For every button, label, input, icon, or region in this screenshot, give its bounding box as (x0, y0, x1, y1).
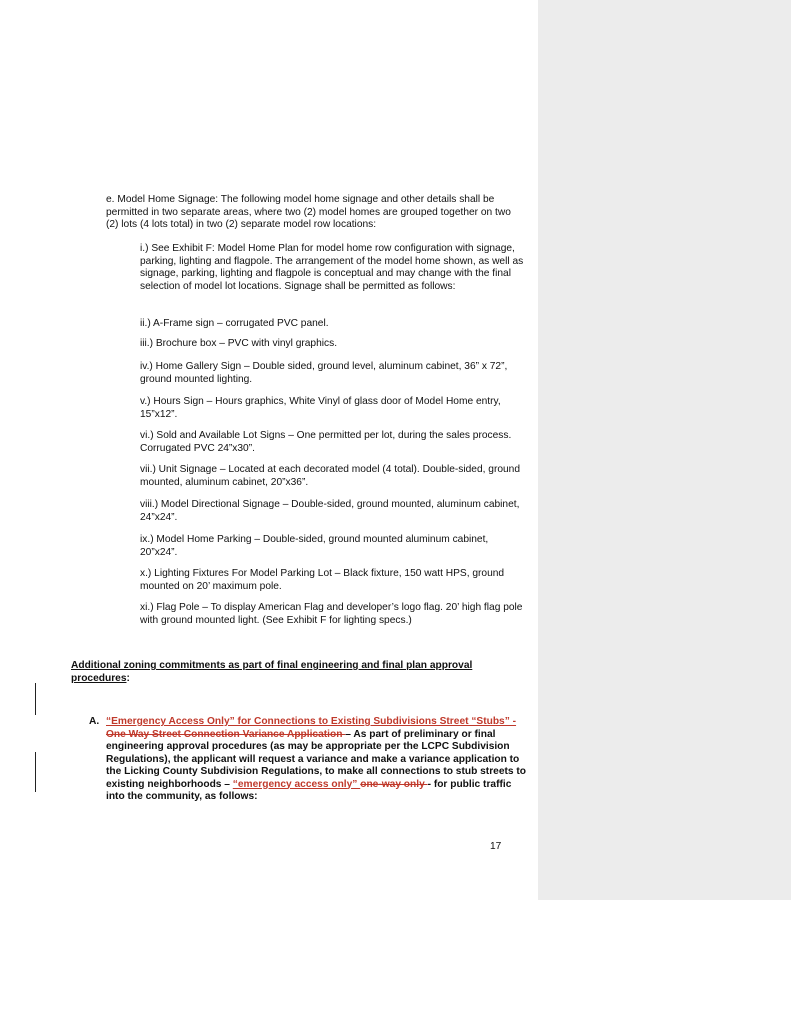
signage-item-parking: ix.) Model Home Parking – Double-sided, ground mounted aluminum cabinet, 20”x24”. (140, 534, 489, 558)
comment-pane (538, 0, 791, 900)
signage-item-directional: viii.) Model Directional Signage – Double-sided, ground mounted, aluminum cabinet, 24”x24”. (140, 499, 520, 523)
signage-item-flag-pole: xi.) Flag Pole – To display American Flag and developer’s logo flag. 20’ high flag pole with ground mounted light. (See Exhibit F for lighting specs.) (140, 602, 523, 626)
signage-item-brochure-box: iii.) Brochure box – PVC with vinyl graphics. (140, 338, 338, 349)
section-a-body-2: - for public traffic into the community, as follows: (106, 778, 512, 802)
signage-item-lighting: x.) Lighting Fixtures For Model Parking Lot – Black fixture, 150 watt HPS, ground mounted on 20’ maximum pole. (140, 568, 505, 592)
heading-colon: : (126, 672, 130, 684)
additional-commitments-heading (71, 660, 526, 685)
signage-item-hours-sign: v.) Hours Sign – Hours graphics, White Vinyl of glass door of Model Home entry, 15”x12”. (140, 396, 501, 420)
signage-item-lot-signs: vi.) Sold and Available Lot Signs – One permitted per lot, during the sales process. Corrugated PVC 24”x30”. (140, 430, 512, 454)
section-a-marker: A. (89, 716, 100, 727)
inserted-phrase: “emergency access only” (232, 778, 361, 790)
inserted-title: “Emergency Access Only” for Connections to Existing Subdivisions Street “Stubs” - (106, 716, 517, 727)
heading-text: Additional zoning commitments as part of final engineering and final plan approval procedures (71, 660, 473, 684)
signage-item-unit-signage: vii.) Unit Signage – Located at each decorated model (4 total). Double-sided, ground mounted, aluminum cabinet, 20”x36”. (140, 464, 520, 488)
deleted-title: One Way Street Connection Variance Application (106, 728, 346, 740)
signage-item-a-frame: ii.) A-Frame sign – corrugated PVC panel. (140, 318, 329, 329)
model-home-signage-intro: e. Model Home Signage: The following model home signage and other details shall be permitted in two separate areas, where two (2) model homes are grouped together on two (2) lots (4 lots total) in two (2) separate model row locations: (106, 194, 511, 230)
signage-item-home-gallery: iv.) Home Gallery Sign – Double sided, ground level, aluminum cabinet, 36” x 72”, ground mounted lighting. (140, 361, 508, 385)
revision-change-bar (35, 752, 36, 792)
page-number: 17 (490, 841, 502, 852)
section-a-paragraph (106, 716, 526, 804)
signage-item-exhibit-f: i.) See Exhibit F: Model Home Plan for model home row configuration with signage, parking, lighting and flagpole. The arrangement of the model home shown, as well as signage, parking, lighting and flagpole is conceptual and may change with the final selection of model lot locations. Signage shall be permitted as follows: (140, 243, 524, 292)
section-a-body-1: – As part of preliminary or final engineering approval procedures (as may be appropriate per the LCPC Subdivision Regulations), the applicant will request a variance and make a variance application to the Licking County Subdivision Regulations, to make all connections to stub streets to existing neighborhoods – (106, 728, 527, 790)
revision-change-bar (35, 683, 36, 715)
deleted-phrase: one-way only (360, 778, 428, 790)
